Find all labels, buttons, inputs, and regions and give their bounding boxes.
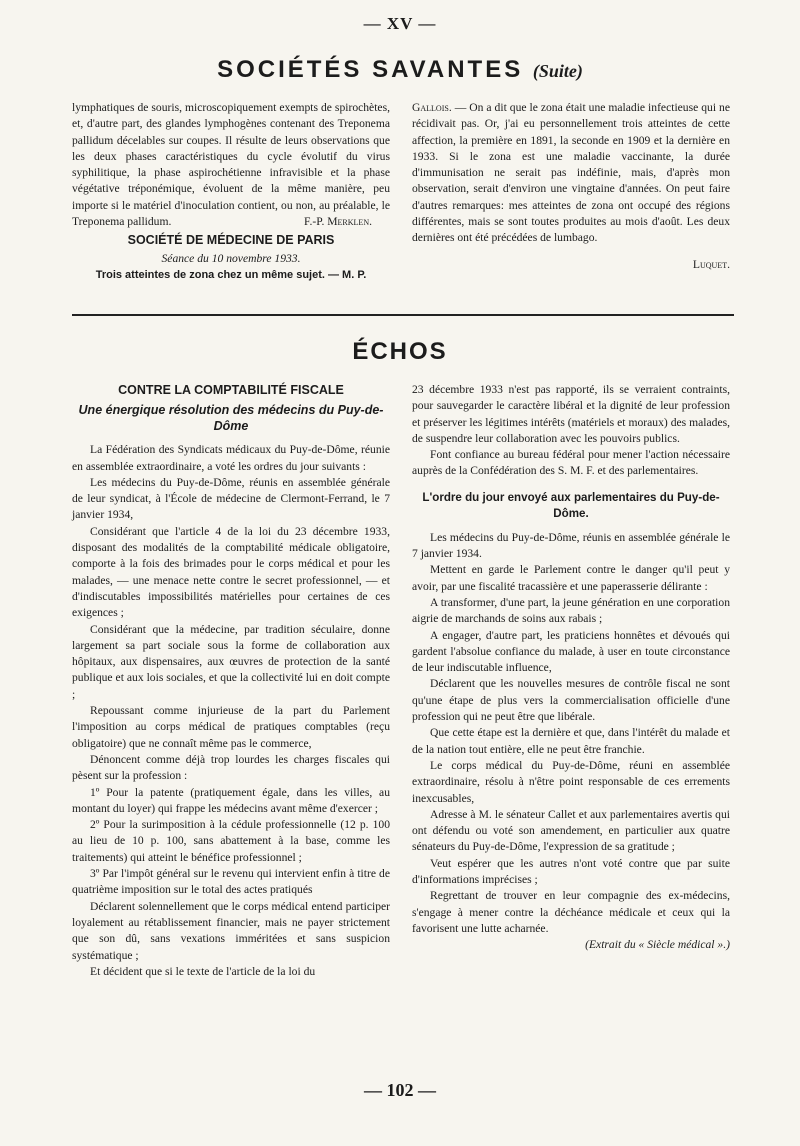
case-title: Trois atteintes de zona chez un même sujet. — M. P.: [95, 268, 367, 281]
echos-right-column: [412, 382, 730, 954]
top-left-column: [72, 100, 390, 283]
right-paragraph: A engager, d'autre part, les praticiens honnêtes et dévoués qui gardent l'absolue confiance du malade, à user en toute circonstance de leur indiscutable influence,: [412, 628, 730, 675]
merklen-text: lymphatiques de souris, microscopiquement exempts de spirochètes, et, d'autre part, des glandes lymphogènes contenant des Treponema pallidum décelables sur coupes. Il résulte de leurs observations que les deux phases caractéristiques du cycle évolutif du virus syphilitique, la phase aspirochétienne infravisible et la phase végétative tréponémique, évoluent de la même manière, peu importe si le matériel d'inoculation contient, ou non, au préalable, le Treponema pallidum.: [72, 101, 390, 229]
echos-left-column: [72, 382, 390, 980]
right-paragraph: Regrettant de trouver en leur compagnie des ex-médecins, s'engage à mener contre la déchéance médicale et ceux qui la favorisent une lutte acharnée.: [412, 889, 730, 935]
page-folio-bottom: — 102 —: [364, 1080, 436, 1100]
page-folio-top: — XV —: [363, 14, 437, 33]
left-paragraph: Considérant que l'article 4 de la loi du 23 décembre 1933, disposant des modalités de la comptabilité médicale obligatoire, comporte à la fois des brimades pour le corps médical et pour les malades, — une menace nette contre le secret professionnel, — et d'indiscutables impossibilités matérielles pour certaines de ces exigences ;: [72, 524, 390, 620]
echos-title: ÉCHOS: [352, 338, 448, 365]
section-title-suite: (Suite): [532, 61, 583, 81]
right-paragraph: Font confiance au bureau fédéral pour mener l'action nécessaire auprès de la Confédération des S. M. F. et des parlementaires.: [412, 448, 730, 478]
left-paragraph: 3º Par l'impôt général sur le revenu qui intervient enfin à titre de quatrième imposition sur le total des actes pratiqués: [72, 867, 390, 897]
right-paragraph: Veut espérer que les autres n'ont voté contre que par suite d'informations imprécises ;: [412, 856, 730, 887]
section-title-text: SOCIÉTÉS SAVANTES: [217, 56, 524, 83]
source-citation: (Extrait du « Siècle médical ».): [585, 938, 730, 952]
left-paragraph: Et décident que si le texte de l'article de la loi du: [90, 964, 316, 978]
luquet-signature: Luquet.: [692, 257, 730, 271]
left-paragraph: Repoussant comme injurieuse de la part du Parlement l'imposition au corps médical de pratiques comptables (reçu obligatoire) que ne connaît même pas le commerce,: [72, 704, 390, 750]
society-heading: SOCIÉTÉ DE MÉDECINE DE PARIS: [127, 233, 335, 248]
left-paragraph: 1º Pour la patente (pratiquement égale, dans les villes, au montant du loyer) qui frappe les médecins avant même d'exercer ;: [72, 785, 390, 815]
ordre-du-jour-heading: L'ordre du jour envoyé aux parlementaires du Puy-de-Dôme.: [422, 490, 720, 520]
gallois-author: Gallois.: [412, 101, 452, 114]
gallois-text: — On a dit que le zona était une maladie infectieuse qui ne récidivait pas. Or, j'ai eu personnellement trois atteintes de cette affection, la première en 1891, la seconde en 1909 et la dernière en 1933. Si le zona est une maladie vaccinante, la durée d'immunisation ne serait pas indéfinie, mais, d'après mon observation, serait d'environ une vingtaine d'années. On peut faire d'autres remarques: mes atteintes de zona ont occupé des régions différentes, mais se sont toutes produites au mois d'août. Les deux dernières ont été précédées de lumbago.: [412, 101, 730, 245]
right-paragraph: Le corps médical du Puy-de-Dôme, réuni en assemblée extraordinaire, résolu à n'être point responsable de ces errements inexcusables,: [412, 758, 730, 805]
right-paragraph: Les médecins du Puy-de-Dôme, réunis en assemblée générale le 7 janvier 1934.: [412, 530, 730, 561]
left-paragraph: Déclarent solennellement que le corps médical entend participer loyalement au rétablissement financier, mais ne payer strictement que son dû, sans vexations imméritées et sans suspicion systématique ;: [72, 899, 390, 962]
right-paragraph: Adresse à M. le sénateur Callet et aux parlementaires avertis qui ont défendu ou voté son amendement, en particulier aux quatre sénateurs du Puy-de-Dôme, l'expression de sa gratitude ;: [412, 807, 730, 854]
merklen-signature: F.-P. Merklen.: [304, 215, 372, 229]
left-paragraph: Dénoncent comme déjà trop lourdes les charges fiscales qui pèsent sur la profession :: [72, 752, 390, 783]
merklen-paragraph: [72, 100, 390, 230]
section-title: [0, 56, 800, 84]
right-paragraph: Que cette étape est la dernière et que, dans l'intérêt du malade et de la nation tout entière, elle ne peut être franchie.: [412, 726, 730, 756]
left-paragraph: La Fédération des Syndicats médicaux du Puy-de-Dôme, réunie en assemblée extraordinaire, a voté les ordres du jour suivants :: [72, 443, 390, 473]
seance-date: Séance du 10 novembre 1933.: [161, 251, 301, 265]
gallois-paragraph: [412, 100, 730, 247]
left-paragraph: 2º Pour la surimposition à la cédule professionnelle (12 p. 100 au lieu de 10 p. 100, sans abattement à la base, comme les traitements) qui atteint le bénéfice professionnel ;: [72, 818, 390, 864]
left-paragraph: Les médecins du Puy-de-Dôme, réunis en assemblée générale de leur syndicat, à l'École de médecine de Clermont-Ferrand, le 7 janvier 1934,: [72, 475, 390, 522]
right-paragraph: Mettent en garde le Parlement contre le danger qu'il peut y avoir, par une fiscalité tracassière et une paperasserie délirante :: [412, 563, 730, 593]
left-paragraph: Considérant que la médecine, par tradition séculaire, donne largement sa part sociale sous la forme de collaboration aux hôpitaux, aux dispensaires, aux œuvres de protection de la santé publique et aux lois sociales, et que la collectivité lui en doit compte ;: [72, 622, 390, 701]
section-divider: [72, 314, 734, 316]
right-paragraph: 23 décembre 1933 n'est pas rapporté, ils se verraient contraints, pour sauvegarder le caractère libéral et la dignité de leur profession et préserver les légitimes intérêts (matériels et moraux) des malades, de suspendre leur collaboration avec les pouvoirs publics.: [412, 383, 730, 445]
right-paragraph: Déclarent que les nouvelles mesures de contrôle fiscal ne sont qu'une étape de plus vers la commercialisation officielle d'une profession qui ne peut être que libérale.: [412, 677, 730, 724]
article-heading: CONTRE LA COMPTABILITÉ FISCALE: [118, 383, 344, 397]
article-subheading: Une énergique résolution des médecins du Puy-de-Dôme: [78, 403, 384, 434]
right-paragraph: A transformer, d'une part, la jeune génération en une corporation aigrie de marchands de soins aux rabais ;: [412, 595, 730, 626]
top-right-column: [412, 100, 730, 273]
